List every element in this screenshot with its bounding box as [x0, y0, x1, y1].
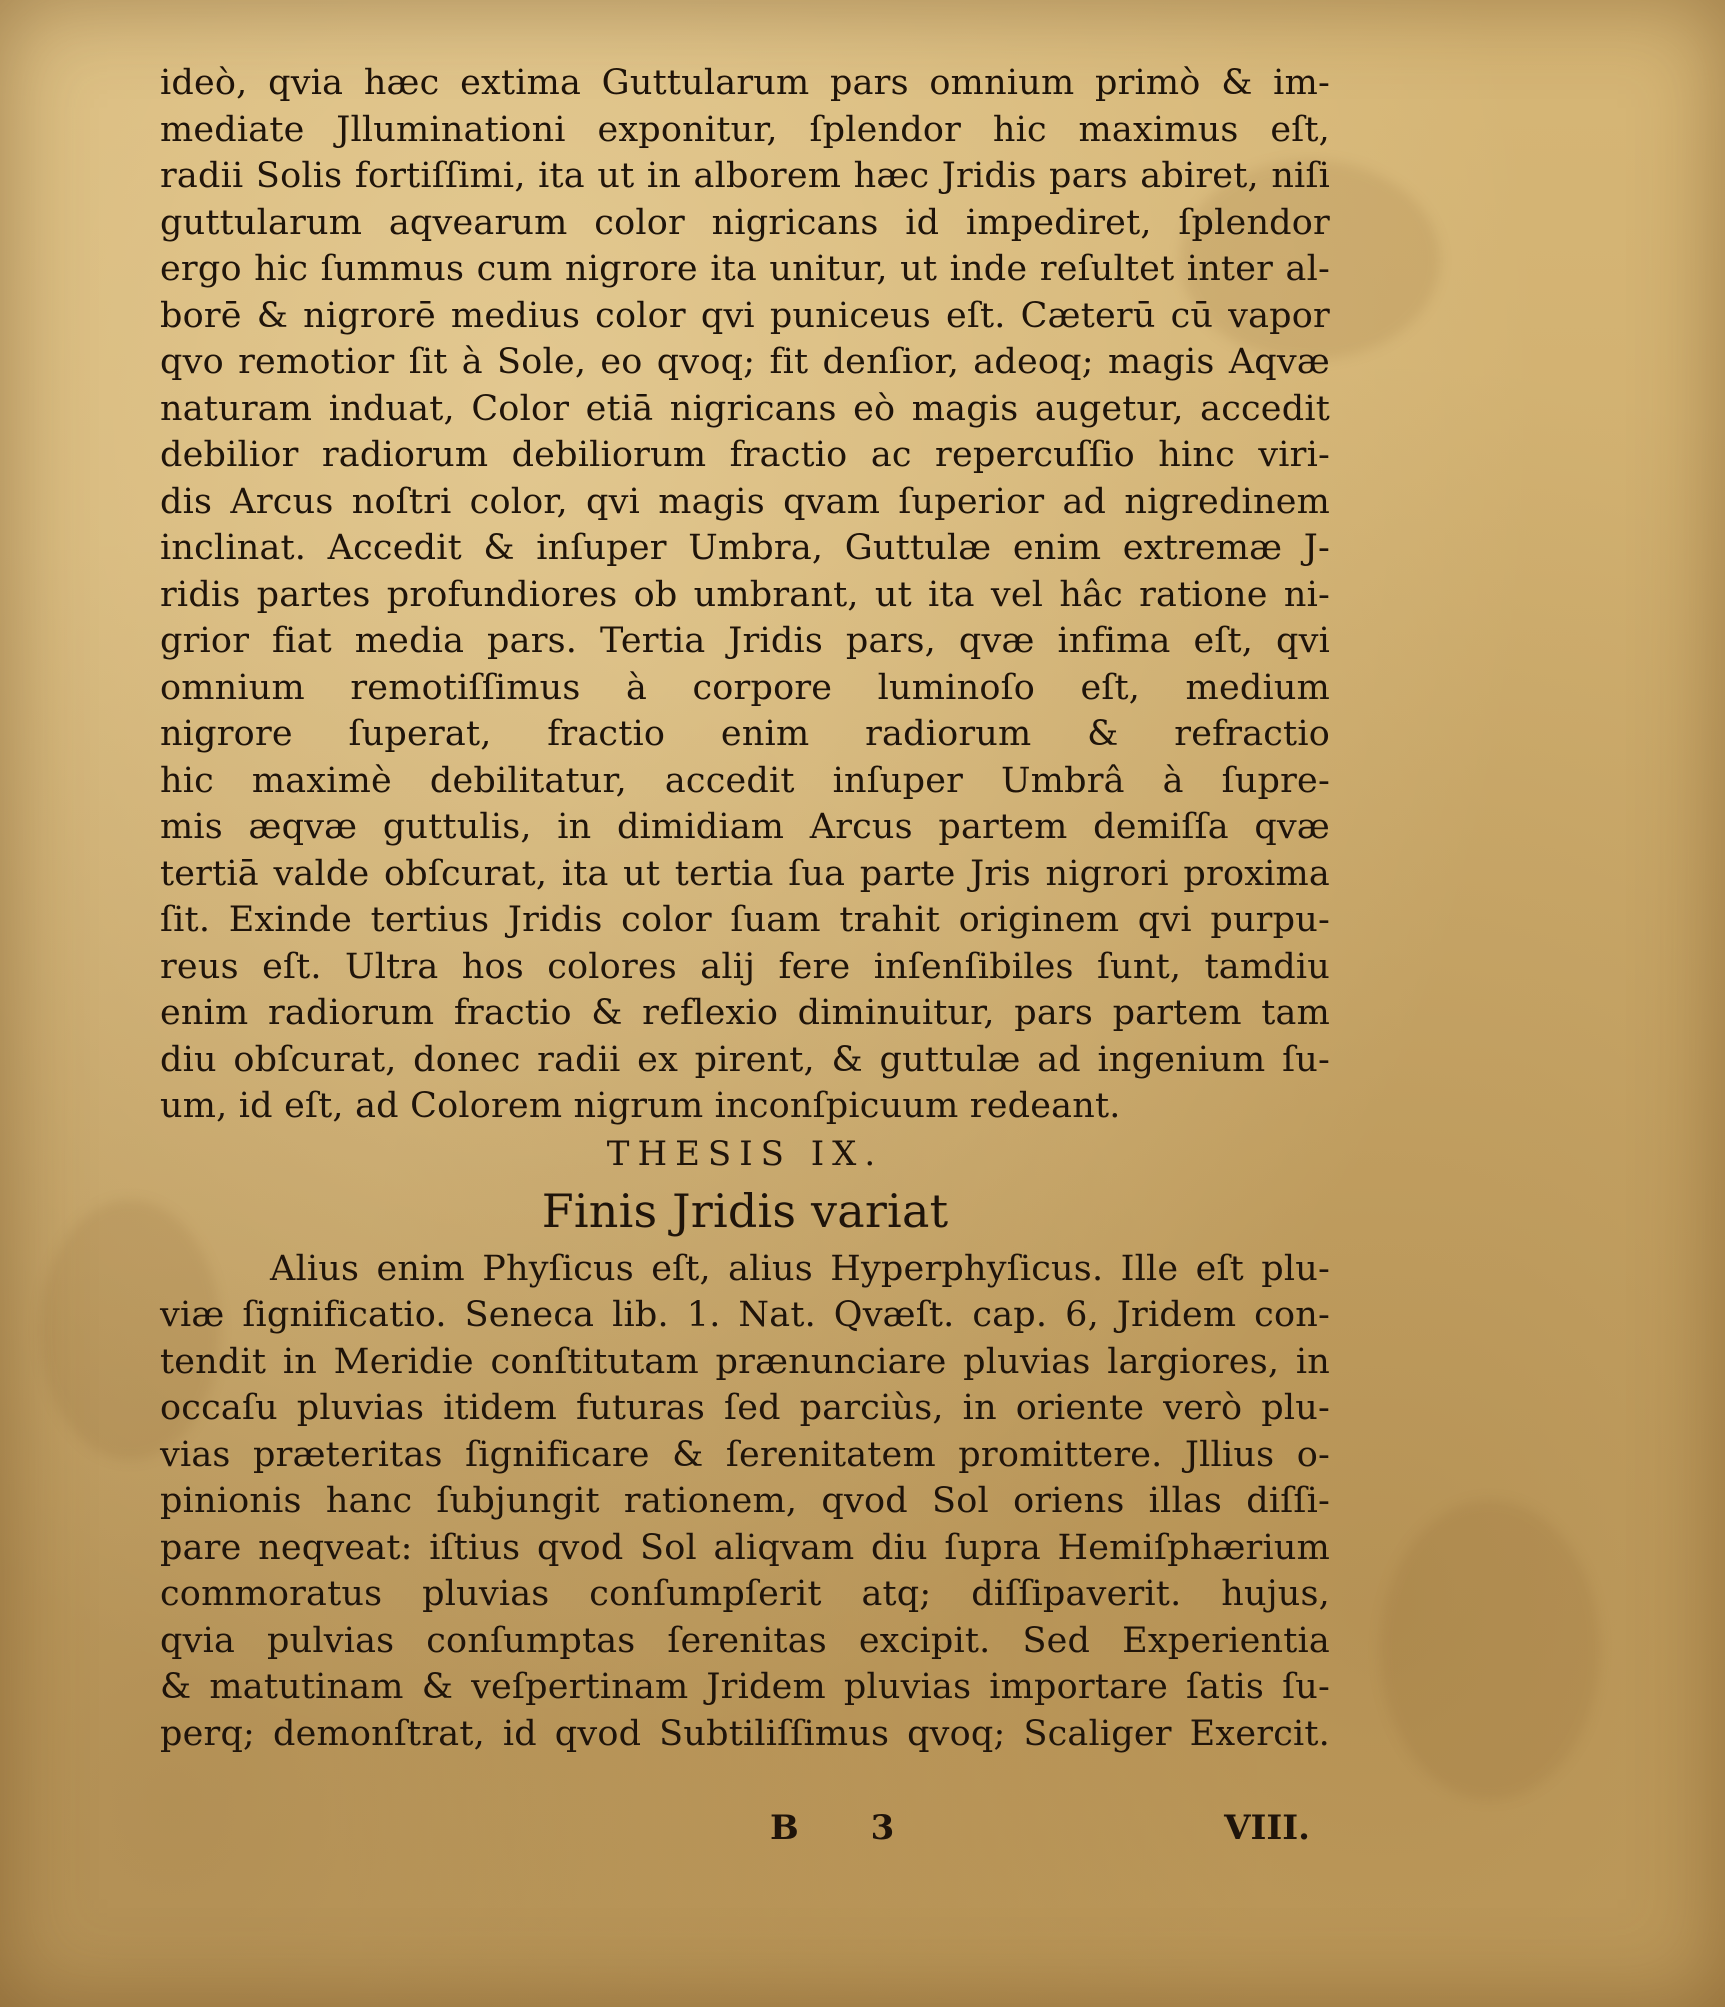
text-line: grior fiat media pars. Tertia Jridis pars, qvæ infima eſt, qvi: [160, 621, 1330, 661]
thesis-title: Finis Jridis variat: [541, 1183, 949, 1238]
signature-mark: B 3: [770, 1808, 925, 1848]
text-line: occaſu pluvias itidem futuras ſed parciùs, in oriente verò plu-: [160, 1388, 1330, 1428]
text-line: tertiā valde obſcurat, ita ut tertia ſua parte Jris nigrori proxima: [160, 853, 1330, 894]
text-line: hic maximè debilitatur, accedit inſuper Umbrâ à ſupre-: [160, 760, 1330, 801]
text-line: naturam induat, Color etiā nigricans eò magis augetur, accedit: [160, 388, 1330, 429]
text-line: vias præteritas ſignificare & ſerenitatem promittere. Jllius o-: [160, 1434, 1330, 1475]
text-line: diu obſcurat, donec radii ex pirent, & guttulæ ad ingenium ſu-: [160, 1039, 1330, 1080]
text-line: um, id eſt, ad Colorem nigrum inconſpicuum redeant.: [160, 1086, 1121, 1126]
text-line: Alius enim Phyſicus eſt, alius Hyperphyſicus. Ille eſt plu-: [270, 1248, 1330, 1289]
text-line: & matutinam & veſpertinam Jridem pluvias importare ſatis ſu-: [160, 1667, 1330, 1707]
text-line: dis Arcus noſtri color, qvi magis qvam ſuperior ad nigredinem: [160, 481, 1330, 522]
text-line: ridis partes profundiores ob umbrant, ut ita vel hâc ratione ni-: [160, 574, 1330, 615]
thesis-label: THESIS IX.: [606, 1133, 884, 1174]
text-line: omnium remotiſſimus à corpore luminoſo eſt, medium: [160, 667, 1330, 708]
paper-stain: [1380, 1500, 1600, 1800]
text-line: tendit in Meridie conſtitutam prænunciare pluvias largiores, in: [160, 1341, 1330, 1382]
text-line: viæ ſignificatio. Seneca lib. 1. Nat. Qvæſt. cap. 6, Jridem con-: [160, 1295, 1330, 1335]
text-line: pare neqveat: iſtius qvod Sol aliqvam diu ſupra Hemiſphærium: [160, 1527, 1330, 1568]
text-line: enim radiorum fractio & reflexio diminuitur, pars partem tam: [160, 993, 1330, 1033]
page-text: [160, 60, 1330, 1757]
catchword: VIII.: [1224, 1808, 1310, 1848]
text-line: qvo remotior ſit à Sole, eo qvoq; fit denſior, adeoq; magis Aqvæ: [160, 342, 1330, 382]
text-line: radii Solis fortiſſimi, ita ut in alborem hæc Jridis pars abiret, niſi: [160, 156, 1330, 196]
text-line: reus eſt. Ultra hos colores alij fere inſenſibiles ſunt, tamdiu: [160, 946, 1330, 987]
text-line: mis æqvæ guttulis, in dimidiam Arcus partem demiſſa qvæ: [160, 807, 1330, 847]
text-line: inclinat. Accedit & inſuper Umbra, Guttulæ enim extremæ J-: [160, 528, 1330, 568]
page-footer: [160, 1808, 1330, 1854]
text-line: ideò, qvia hæc extima Guttularum pars omnium primò & im-: [160, 63, 1330, 103]
text-line: debilior radiorum debiliorum fractio ac repercuſſio hinc viri-: [160, 435, 1330, 475]
text-line: guttularum aqvearum color nigricans id impediret, ſplendor: [160, 202, 1330, 243]
text-line: mediate Jlluminationi exponitur, ſplendor hic maximus eſt,: [160, 109, 1330, 150]
text-line: nigrore ſuperat, fractio enim radiorum & refractio: [160, 714, 1330, 754]
text-line: pinionis hanc ſubjungit rationem, qvod Sol oriens illas diſſi-: [160, 1481, 1330, 1521]
text-line: ſit. Exinde tertius Jridis color ſuam trahit originem qvi purpu-: [160, 900, 1330, 940]
text-line: borē & nigrorē medius color qvi puniceus eſt. Cæterū cū vapor: [160, 295, 1330, 336]
text-line: ergo hic ſummus cum nigrore ita unitur, ut inde reſultet inter al-: [160, 249, 1330, 289]
text-line: perq; demonſtrat, id qvod Subtiliſſimus qvoq; Scaliger Exercit.: [160, 1713, 1330, 1754]
text-line: qvia pulvias conſumptas ſerenitas excipit. Sed Experientia: [160, 1620, 1330, 1661]
text-line: commoratus pluvias conſumpſerit atq; diſſipaverit. hujus,: [160, 1574, 1330, 1614]
